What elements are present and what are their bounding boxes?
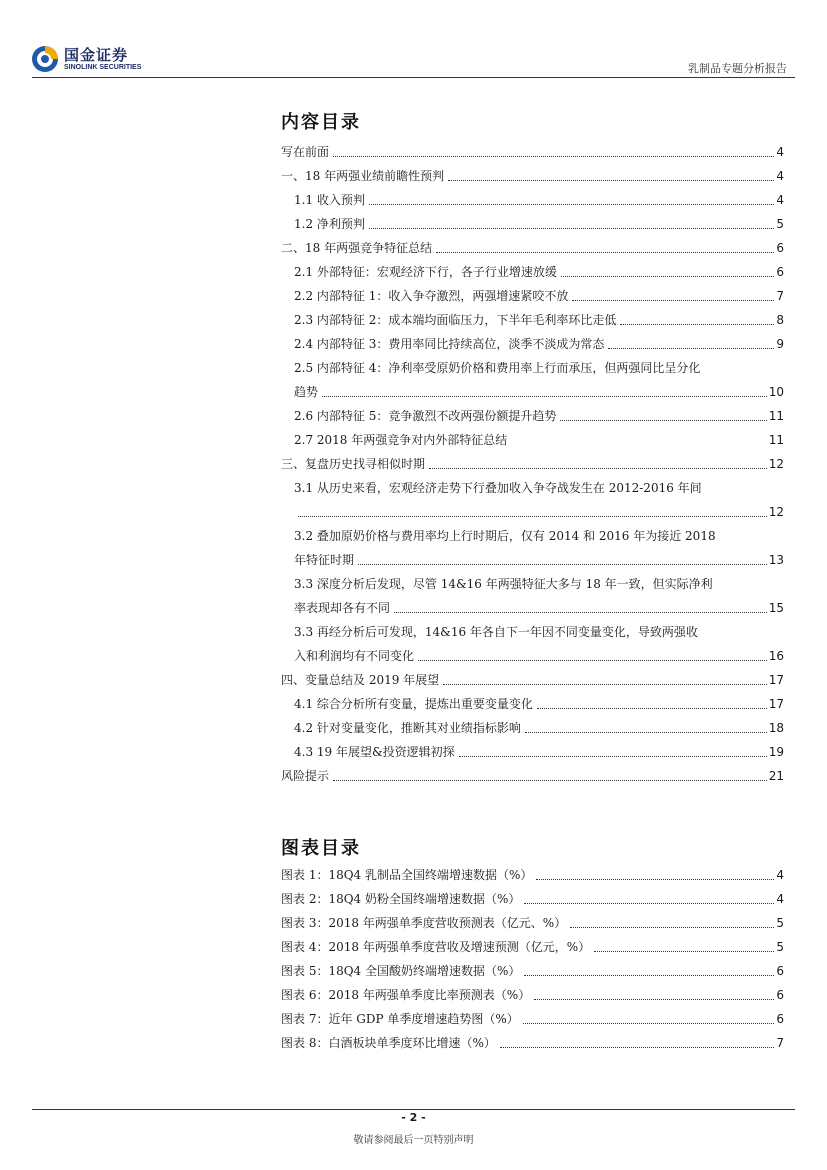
toc-entry-wrapped[interactable] bbox=[281, 476, 784, 524]
figure-entry[interactable]: 图表 1：18Q4 乳制品全国终端增速数据（%） 4 bbox=[281, 863, 784, 887]
toc-entry[interactable]: 一、18 年两强业绩前瞻性预判 4 bbox=[281, 164, 784, 188]
toc-entry[interactable]: 4.2 针对变量变化，推断其对业绩指标影响 18 bbox=[281, 716, 784, 740]
toc-entry[interactable]: 四、变量总结及 2019 年展望 17 bbox=[281, 668, 784, 692]
figure-entry[interactable]: 图表 8：白酒板块单季度环比增速（%） 7 bbox=[281, 1031, 784, 1055]
toc-entry-line2: 入和利润均有不同变化 16 bbox=[281, 644, 784, 668]
figure-entry[interactable]: 图表 2：18Q4 奶粉全国终端增速数据（%） 4 bbox=[281, 887, 784, 911]
toc-entry-wrapped[interactable] bbox=[281, 572, 784, 620]
toc-entry-line2: 年特征时期 13 bbox=[281, 548, 784, 572]
toc-entry[interactable]: 2.7 2018 年两强竞争对内外部特征总结 11 bbox=[281, 428, 784, 452]
logo-chinese-name: 国金证券 bbox=[64, 45, 129, 64]
toc-entry-line1: 3.2 叠加原奶价格与费用率均上行时期后，仅有 2014 和 2016 年为接近 2018 bbox=[294, 529, 716, 543]
company-logo bbox=[30, 44, 141, 74]
toc-entry-line2: 率表现却各有不同 15 bbox=[281, 596, 784, 620]
toc-entry[interactable]: 4.1 综合分析所有变量，提炼出重要变量变化 17 bbox=[281, 692, 784, 716]
report-title: 乳制品专题分析报告 bbox=[688, 62, 787, 75]
toc-entry[interactable]: 风险提示 21 bbox=[281, 764, 784, 788]
toc-entry-line1: 3.3 深度分析后发现，尽管 14&16 年两强特征大多与 18 年一致，但实际净利 bbox=[294, 577, 713, 591]
toc-entry[interactable]: 2.1 外部特征：宏观经济下行，各子行业增速放缓 6 bbox=[281, 260, 784, 284]
toc-entry[interactable]: 写在前面 4 bbox=[281, 140, 784, 164]
toc-entry[interactable]: 三、复盘历史找寻相似时期 12 bbox=[281, 452, 784, 476]
toc-entry[interactable]: 2.4 内部特征 3：费用率同比持续高位，淡季不淡成为常态 9 bbox=[281, 332, 784, 356]
toc-entry-line1: 3.1 从历史来看，宏观经济走势下行叠加收入争夺战发生在 2012-2016 年间 bbox=[294, 481, 702, 495]
toc-entry[interactable]: 2.3 内部特征 2：成本端均面临压力，下半年毛利率环比走低 8 bbox=[281, 308, 784, 332]
figure-entry[interactable]: 图表 6：2018 年两强单季度比率预测表（%） 6 bbox=[281, 983, 784, 1007]
page-number: - 2 - bbox=[401, 1111, 426, 1124]
toc-entry-line1: 3.3 再经分析后可发现，14&16 年各自下一年因不同变量变化，导致两强收 bbox=[294, 625, 698, 639]
toc-entry-wrapped[interactable] bbox=[281, 524, 784, 572]
figure-entry[interactable]: 图表 3：2018 年两强单季度营收预测表（亿元、%） 5 bbox=[281, 911, 784, 935]
contents-list bbox=[281, 140, 784, 788]
toc-entry[interactable]: 2.2 内部特征 1：收入争夺激烈，两强增速紧咬不放 7 bbox=[281, 284, 784, 308]
figure-entry[interactable]: 图表 5：18Q4 全国酸奶终端增速数据（%） 6 bbox=[281, 959, 784, 983]
toc-entry[interactable]: 二、18 年两强竞争特征总结 6 bbox=[281, 236, 784, 260]
toc-entry-line2: 趋势 10 bbox=[281, 380, 784, 404]
logo-english-name: SINOLINK SECURITIES bbox=[64, 63, 142, 71]
contents-section bbox=[281, 108, 784, 134]
sinolink-logo-icon bbox=[30, 44, 60, 74]
header-divider bbox=[32, 77, 795, 78]
figure-entry[interactable]: 图表 7：近年 GDP 单季度增速趋势图（%） 6 bbox=[281, 1007, 784, 1031]
toc-entry-wrapped[interactable] bbox=[281, 620, 784, 668]
toc-entry[interactable]: 1.1 收入预判 4 bbox=[281, 188, 784, 212]
figures-section bbox=[281, 834, 784, 860]
figures-title: 图表目录 bbox=[281, 838, 361, 859]
toc-entry[interactable]: 4.3 19 年展望&投资逻辑初探 19 bbox=[281, 740, 784, 764]
figures-list bbox=[281, 863, 784, 1055]
contents-title: 内容目录 bbox=[281, 112, 361, 133]
toc-entry-line2: 12 bbox=[281, 500, 784, 524]
footer-divider bbox=[32, 1109, 795, 1110]
toc-entry-line1: 2.5 内部特征 4：净利率受原奶价格和费用率上行而承压，但两强同比呈分化 bbox=[294, 361, 701, 375]
toc-entry-wrapped[interactable] bbox=[281, 356, 784, 404]
figure-entry[interactable]: 图表 4：2018 年两强单季度营收及增速预测（亿元，%） 5 bbox=[281, 935, 784, 959]
toc-entry[interactable]: 1.2 净利预判 5 bbox=[281, 212, 784, 236]
toc-entry[interactable]: 2.6 内部特征 5：竞争激烈不改两强份额提升趋势 11 bbox=[281, 404, 784, 428]
disclaimer-text: 敬请参阅最后一页特别声明 bbox=[353, 1135, 474, 1146]
